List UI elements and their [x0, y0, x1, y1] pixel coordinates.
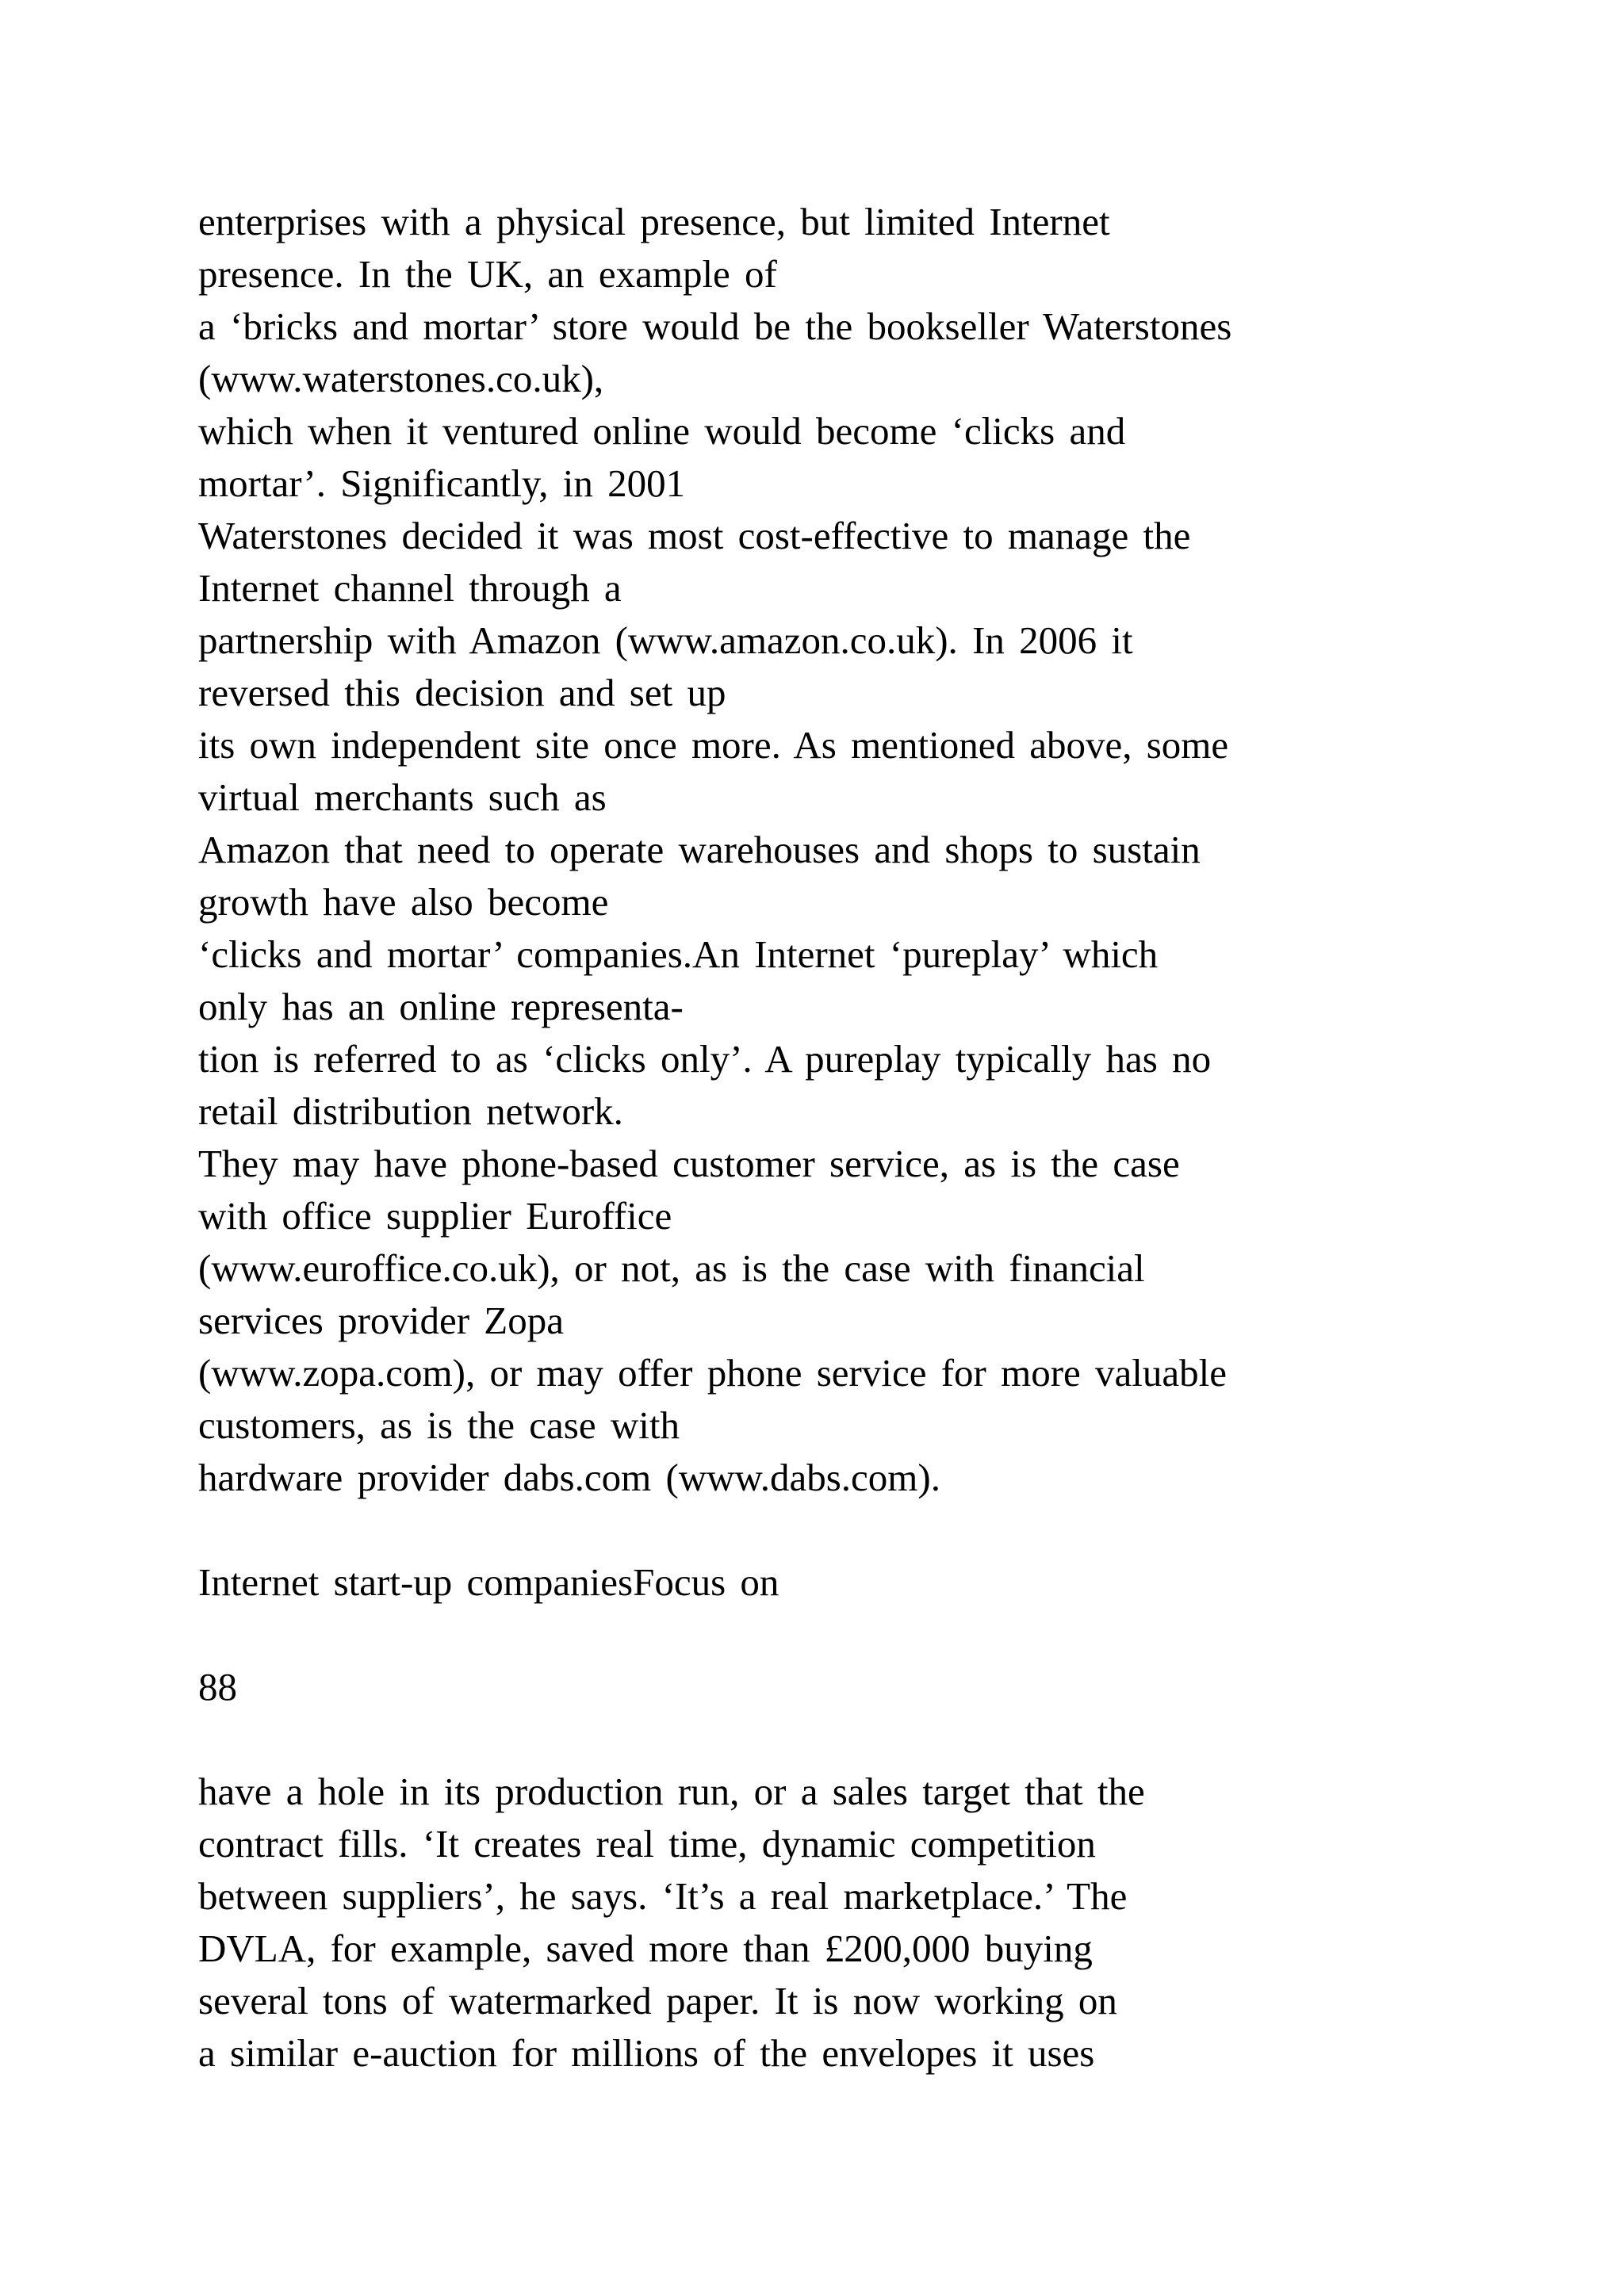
text-line: only has an online representa-: [198, 985, 684, 1028]
text-line: Internet channel through a: [198, 566, 622, 610]
text-line: several tons of watermarked paper. It is now working on: [198, 1979, 1117, 2022]
text-line: contract fills. ‘It creates real time, dynamic competition: [198, 1822, 1096, 1866]
text-line: They may have phone-based customer service, as is the case: [198, 1142, 1180, 1185]
text-line: growth have also become: [198, 880, 609, 924]
text-line: reversed this decision and set up: [198, 671, 726, 714]
text-line: which when it ventured online would become ‘clicks and: [198, 409, 1126, 453]
section-heading: Internet start-up companiesFocus on: [198, 1560, 779, 1604]
text-line: Waterstones decided it was most cost-effective to manage the: [198, 514, 1191, 557]
page-number: 88: [198, 1665, 237, 1709]
text-line: a similar e-auction for millions of the envelopes it uses: [198, 2031, 1095, 2075]
text-line: a ‘bricks and mortar’ store would be the bookseller Waterstones: [198, 304, 1232, 348]
text-line: mortar’. Significantly, in 2001: [198, 461, 686, 505]
text-line: DVLA, for example, saved more than £200,000 buying: [198, 1927, 1093, 1970]
text-line: (www.zopa.com), or may offer phone service for more valuable: [198, 1351, 1227, 1395]
text-line: presence. In the UK, an example of: [198, 252, 777, 296]
text-line: services provider Zopa: [198, 1299, 564, 1342]
text-line: its own independent site once more. As mentioned above, some: [198, 723, 1229, 767]
text-line: have a hole in its production run, or a sales target that the: [198, 1770, 1145, 1813]
text-line: virtual merchants such as: [198, 775, 607, 819]
text-line: tion is referred to as ‘clicks only’. A pureplay typically has no: [198, 1037, 1212, 1081]
text-line: enterprises with a physical presence, but limited Internet: [198, 200, 1110, 243]
text-line: partnership with Amazon (www.amazon.co.uk). In 2006 it: [198, 618, 1133, 662]
text-line: ‘clicks and mortar’ companies.An Internet ‘pureplay’ which: [198, 932, 1159, 976]
text-line: (www.waterstones.co.uk),: [198, 357, 604, 400]
text-line: between suppliers’, he says. ‘It’s a real marketplace.’ The: [198, 1874, 1128, 1918]
text-line: Amazon that need to operate warehouses and shops to sustain: [198, 828, 1201, 871]
text-line: retail distribution network.: [198, 1089, 623, 1133]
text-line: hardware provider dabs.com (www.dabs.com).: [198, 1456, 940, 1499]
text-line: customers, as is the case with: [198, 1403, 680, 1447]
text-line: (www.euroffice.co.uk), or not, as is the case with financial: [198, 1246, 1145, 1290]
text-line: with office supplier Euroffice: [198, 1194, 672, 1238]
